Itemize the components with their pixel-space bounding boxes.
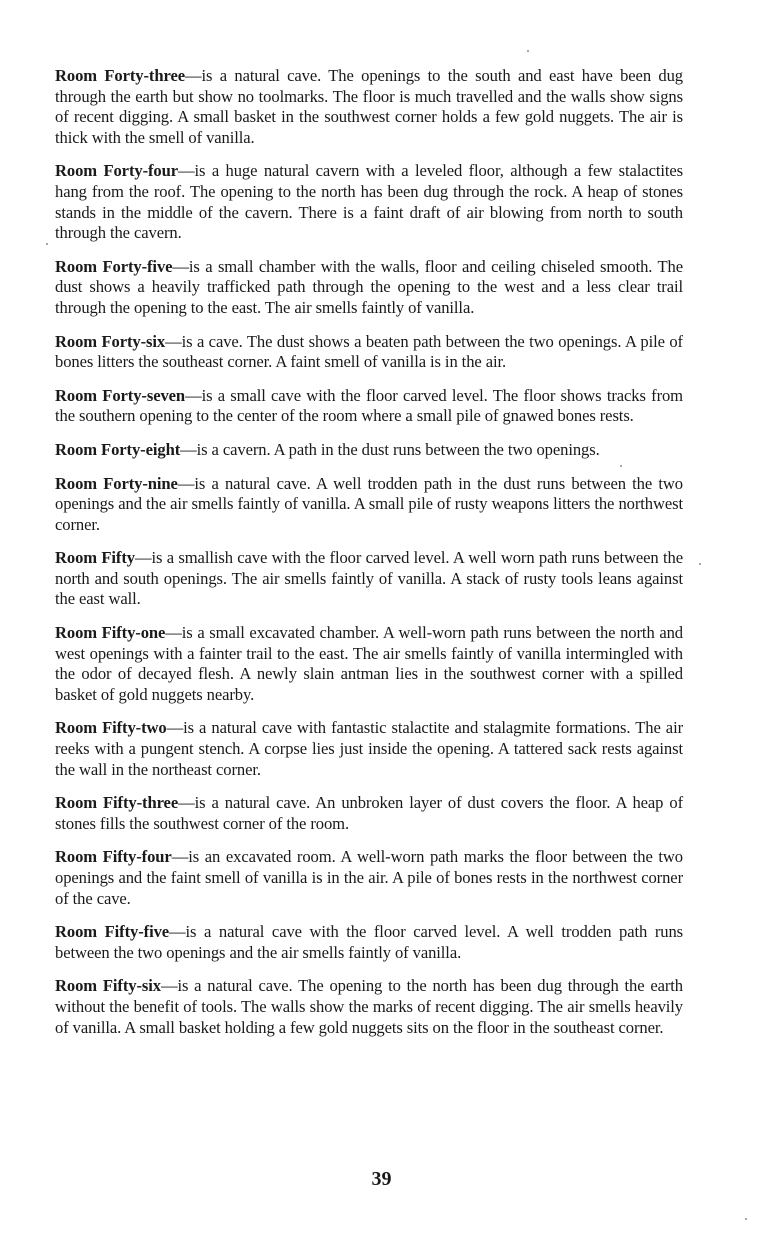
room-name: Room Fifty-one [55,623,166,643]
em-dash: — [134,548,152,568]
print-speck [745,1218,747,1220]
em-dash: — [160,976,178,996]
room-entry-54 [55,847,683,909]
page-body [55,66,683,1051]
room-name: Room Forty-five [55,256,173,276]
print-speck [620,465,622,467]
room-entry-50 [55,548,683,610]
room-name: Room Forty-four [55,161,179,181]
room-entry-51 [55,623,683,705]
room-description: is a small excavated chamber. A well-worn path runs between the north and west openings with a fainter trail to the east. The air smells faintly of vanilla intermingled with the odor of decayed flesh. A newly slain antman lies in the southwest corner with a spilled basket of gold nuggets nearby. [55,623,683,704]
room-name: Room Forty-three [55,66,185,85]
em-dash: — [177,473,195,493]
room-description: is a small chamber with the walls, floor and ceiling chiseled smooth. The dust shows a heavily trafficked path through the opening to the west and a less clear trail through the opening to the east. The air smells faintly of vanilla. [55,256,683,317]
room-description: is a natural cave with fantastic stalactite and stalagmite formations. The air reeks with a pungent stench. A corpse lies just inside the opening. A tattered sack rests against the wall in the northeast corner. [55,718,683,779]
room-description: is a natural cave. The openings to the south and east have been dug through the earth but show no toolmarks. The floor is much travelled and the walls show signs of recent digging. A small basket in the southwest corner holds a few gold nuggets. The air is thick with the smell of vanilla. [55,66,683,147]
room-name: Room Fifty-three [55,793,179,813]
room-name: Room Fifty-five [55,922,170,942]
em-dash: — [172,256,189,276]
room-name: Room Forty-six [55,331,166,351]
print-speck [527,50,529,52]
room-entry-48 [55,440,683,461]
room-description: is a cave. The dust shows a beaten path between the two openings. A pile of bones litters the southeast corner. A faint smell of vanilla is in the air. [55,331,683,372]
page-number: 39 [371,1168,392,1190]
room-entry-55 [55,922,683,963]
em-dash: — [184,66,202,85]
em-dash: — [171,847,189,867]
room-description: is a natural cave with the floor carved level. A well trodden path runs between the two openings and the air smells faintly of vanilla. [55,922,683,962]
room-description: is a natural cave. An unbroken layer of dust covers the floor. A heap of stones fills the southwest corner of the room. [55,793,683,833]
em-dash: — [169,922,186,942]
room-entry-47 [55,386,683,427]
room-description: is a smallish cave with the floor carved level. A well worn path runs between the north and south openings. The air smells faintly of vanilla. A stack of rusty tools leans against the east wall. [55,548,683,609]
room-description: is a natural cave. The opening to the north has been dug through the earth without the benefit of tools. The walls show the marks of recent digging. The air smells heavily of vanilla. A small basket holding a few gold nuggets sits on the floor in the southeast corner. [55,976,684,1037]
room-description: is a natural cave. A well trodden path in the dust runs between the two openings and the air smells faintly of vanilla. A small pile of rusty weapons litters the northwest corner. [55,473,683,534]
em-dash: — [166,718,184,738]
room-description: is an excavated room. A well-worn path marks the floor between the two openings and the faint smell of vanilla is in the air. A pile of bones rests in the northwest corner of the cave. [55,847,683,908]
room-entry-44 [55,161,683,243]
room-name: Room Forty-nine [55,473,178,493]
room-name: Room Fifty-six [55,976,161,996]
room-description: is a cavern. A path in the dust runs between the two openings. [196,439,600,459]
room-entry-46 [55,332,683,373]
em-dash: — [165,623,182,643]
room-name: Room Fifty-two [55,718,167,738]
room-description: is a small cave with the floor carved level. The floor shows tracks from the southern opening to the center of the room where a small pile of gnawed bones rests. [55,385,683,426]
em-dash: — [165,331,182,351]
em-dash: — [180,439,197,459]
em-dash: — [178,793,195,813]
print-speck [699,563,701,565]
room-entry-43 [55,66,683,148]
room-name: Room Fifty-four [55,847,172,867]
em-dash: — [178,161,195,181]
room-name: Room Forty-eight [55,439,181,459]
em-dash: — [185,385,202,405]
room-name: Room Forty-seven [55,385,186,405]
print-speck [46,243,48,245]
room-name: Room Fifty [55,548,135,568]
room-description: is a huge natural cavern with a leveled floor, although a few stalactites hang from the roof. The opening to the north has been dug through the rock. A heap of stones stands in the middle of the cavern. There is a faint draft of air blowing from north to south through the cavern. [55,161,683,243]
room-entry-49 [55,474,683,536]
room-entry-52 [55,718,683,780]
room-entry-45 [55,257,683,319]
room-entry-53 [55,793,683,834]
room-entry-56 [55,976,683,1038]
